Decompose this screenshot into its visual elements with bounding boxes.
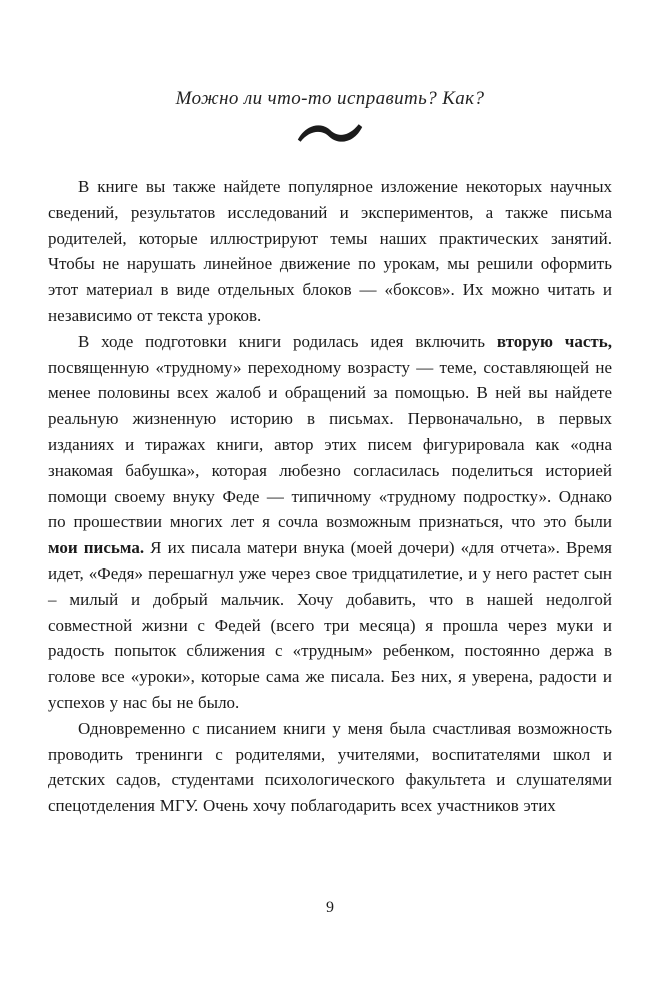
ornament-container <box>48 120 612 148</box>
page-number: 9 <box>326 899 334 916</box>
paragraph-2 <box>48 329 612 716</box>
text-segment: В ходе подготовки книги родилась идея включить <box>78 331 497 351</box>
bold-text-segment: мои письма. <box>48 538 145 558</box>
paragraph-3: Одновременно с писанием книги у меня была счастливая возможность проводить тренинги с родителями, учителями, воспитателями школ и детских садов, студентами психологического факультета и слушателями спецотделения МГУ. Очень хочу поблагодарить всех участников этих <box>48 718 612 816</box>
text-segment: Я их писала матери внука (моей дочери) «для отчета». Время идет, «Федя» перешагнул уже через свое тридцатилетие, и у него растет сын – милый и добрый мальчик. Хочу добавить, что в нашей недолгой совместной жизни с Федей (всего три месяца) я прошла через муки и радость попыток сближения с «трудным» ребенком, постоянно держа в голове все «уроки», которые сама же писала. Без них, я уверена, радости и успехов у нас бы не было. <box>48 538 612 712</box>
text-segment: посвященную «трудному» переходному возрасту — теме, составляющей не менее половины всех жалоб и обращений за помощью. В ней вы найдете реальную жизненную историю в письмах. Первоначально, в первых изданиях и тиражах книги, автор этих писем фигурировала как «одна знакомая бабушка», которая любезно согласилась поделиться историей помощи своему внуку Феде — типичному «трудному подростку». Однако по прошествии многих лет я сочла возможным признаться, что это были <box>48 357 612 532</box>
paragraph-1: В книге вы также найдете популярное изложение некоторых научных сведений, результатов исследований и экспериментов, а также письма родителей, которые иллюстрируют темы наших практических занятий. Чтобы не нарушать линейное движение по урокам, мы решили оформить этот материал в виде отдельных блоков — «боксов». Их можно читать и независимо от текста уроков. <box>48 177 612 325</box>
chapter-title: Можно ли что-то исправить? Как? <box>175 88 485 109</box>
tilde-swash-icon <box>295 120 365 148</box>
bold-text-segment: вторую часть, <box>496 331 612 351</box>
body-text <box>48 174 612 819</box>
